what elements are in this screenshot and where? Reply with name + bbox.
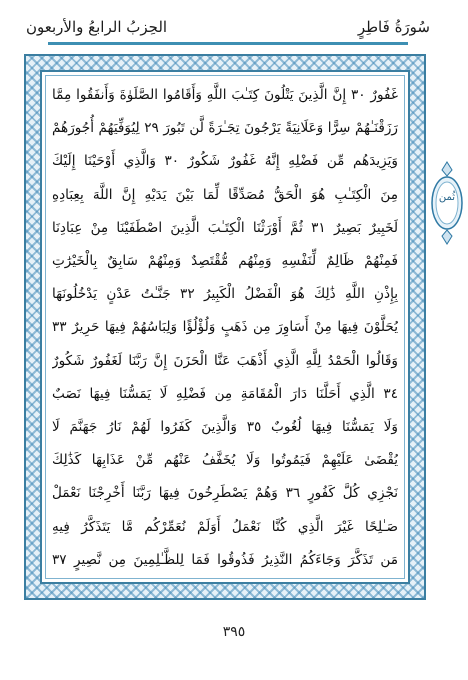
thumn-label: ثُمن	[438, 192, 456, 203]
page-number: ٣٩٥	[222, 624, 246, 640]
text-line: مِنَ الْكِتَـٰبِ هُوَ الْحَقُّ مُصَدِّقًا لِّمَا بَيْنَ يَدَيْهِ إِنَّ اللَّهَ بِعِبَادِهِ	[52, 186, 398, 203]
page-header	[26, 14, 430, 42]
text-line: فَمِنْهُمْ ظَالِمٌ لِّنَفْسِهِ وَمِنْهُم مُّقْتَصِدٌ وَمِنْهُمْ سَابِقٌ بِالْخَيْرَٰتِ	[52, 253, 398, 270]
verse-text-area	[52, 78, 398, 576]
text-line: ٣٤ الَّذِي أَحَلَّنَا دَارَ الْمُقَامَةِ مِن فَضْلِهِ لَا يَمَسُّنَا فِيهَا نَصَبٌ	[52, 385, 398, 402]
text-line: غَفُورٌ ٣٠ إِنَّ الَّذِينَ يَتْلُونَ كِتَـٰبَ اللَّهِ وَأَقَامُوا الصَّلَوٰةَ وَأَنفَقُوا مِمَّا	[52, 87, 398, 103]
text-line: يُحَلَّوْنَ فِيهَا مِنْ أَسَاوِرَ مِن ذَهَبٍ وَلُؤْلُؤًا وَلِبَاسُهُمْ فِيهَا حَرِيرٌ ٣٣	[52, 319, 398, 336]
text-line: يُقْضَىٰ عَلَيْهِمْ فَيَمُوتُوا وَلَا يُخَفَّفُ عَنْهُم مِّنْ عَذَابِهَا كَذَٰلِكَ	[52, 452, 398, 469]
text-line: وَقَالُوا الْحَمْدُ لِلَّهِ الَّذِي أَذْهَبَ عَنَّا الْحَزَنَ إِنَّ رَبَّنَا لَغَفُورٌ شَكُورٌ	[52, 352, 398, 369]
thumn-medallion-icon	[430, 160, 464, 246]
text-line: بِإِذْنِ اللَّهِ ذَٰلِكَ هُوَ الْفَضْلُ الْكَبِيرُ ٣٢ جَنَّـٰتُ عَدْنٍ يَدْخُلُونَهَا	[52, 286, 398, 303]
text-panel	[40, 70, 410, 584]
hizb-label: الحِزبُ الرابعُ والأربعون	[26, 18, 168, 36]
text-line: لَخَبِيرٌ بَصِيرٌ ٣١ ثُمَّ أَوْرَثْنَا الْكِتَـٰبَ الَّذِينَ اصْطَفَيْنَا مِنْ عِبَادِنَا	[52, 219, 398, 236]
thumn-marker	[430, 160, 464, 246]
surah-name: سُورَةُ فَاطِرٍ	[357, 18, 430, 36]
text-line: صَـٰلِحًا غَيْرَ الَّذِي كُنَّا نَعْمَلُ أَوَلَمْ نُعَمِّرْكُم مَّا يَتَذَكَّرُ فِيهِ	[52, 518, 398, 535]
header-divider	[48, 42, 408, 45]
text-line: وَلَا يَمَسُّنَا فِيهَا لُغُوبٌ ٣٥ وَالَّذِينَ كَفَرُوا لَهُمْ نَارُ جَهَنَّمَ لَا	[52, 419, 398, 436]
text-line: وَيَزِيدَهُم مِّن فَضْلِهِ إِنَّهُ غَفُورٌ شَكُورٌ ٣٠ وَالَّذِي أَوْحَيْنَا إِلَيْكَ	[52, 153, 398, 170]
text-line: مَن تَذَكَّرَ وَجَاءَكُمُ النَّذِيرُ فَذُوقُوا فَمَا لِلظَّـٰلِمِينَ مِن نَّصِيرٍ ٣٧	[52, 551, 398, 568]
text-line: رَزَقْنَـٰهُمْ سِرًّا وَعَلَانِيَةً يَرْجُونَ تِجَـٰرَةً لَّن تَبُورَ ٢٩ لِيُوَفِّيَهُمْ أُجُورَهُمْ	[52, 120, 398, 137]
text-line: نَجْزِي كُلَّ كَفُورٍ ٣٦ وَهُمْ يَصْطَرِخُونَ فِيهَا رَبَّنَا أَخْرِجْنَا نَعْمَلْ	[52, 485, 398, 502]
ornamental-frame	[24, 54, 426, 600]
